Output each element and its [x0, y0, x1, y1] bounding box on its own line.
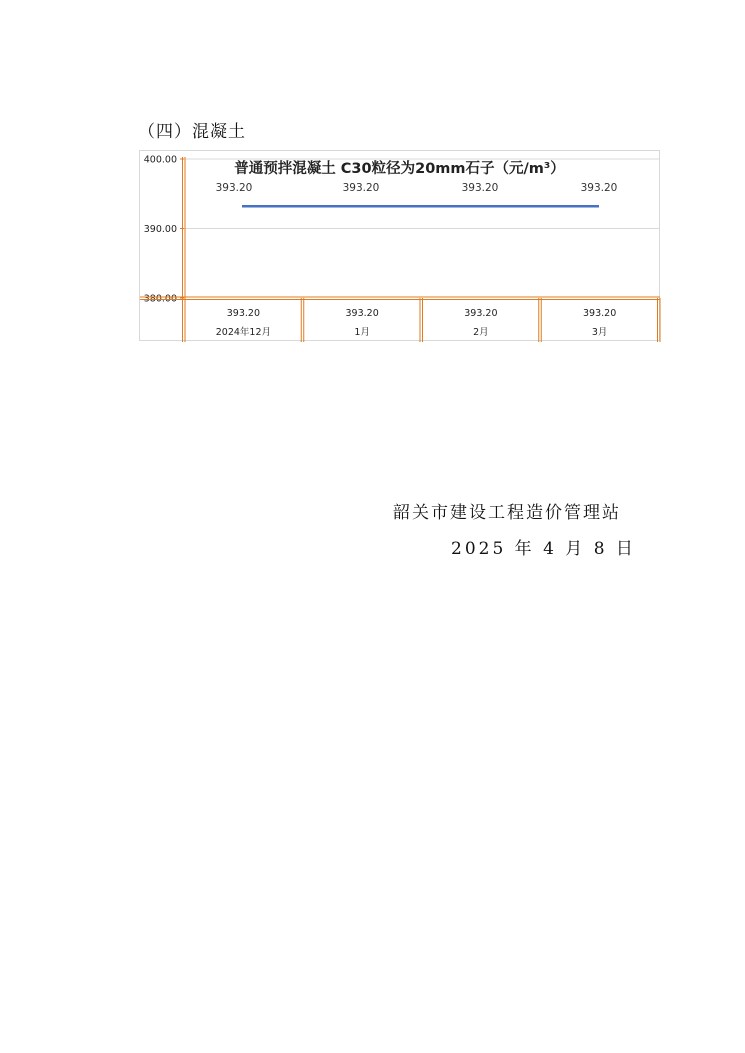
table-value: 393.20 [226, 308, 260, 319]
chart-title: 普通预拌混凝土 C30粒径为20mm石子（元/m³） [234, 161, 565, 177]
table-value: 393.20 [345, 308, 379, 319]
y-tick-label: 380.00 [143, 293, 177, 305]
data-label: 393.20 [461, 182, 499, 194]
issuing-organization: 韶关市建设工程造价管理站 [393, 503, 621, 523]
x-category-label: 3月 [591, 327, 608, 338]
issue-date: 2025 年 4 月 8 日 [451, 539, 636, 559]
data-label: 393.20 [342, 182, 380, 194]
data-label: 393.20 [580, 182, 618, 194]
price-chart [139, 150, 660, 341]
table-value: 393.20 [583, 308, 617, 319]
chart-canvas [140, 151, 661, 342]
x-category-label: 2月 [473, 327, 489, 338]
x-category-label: 2024年12月 [215, 327, 272, 338]
y-tick-label: 390.00 [143, 224, 177, 235]
data-label: 393.20 [215, 182, 253, 194]
x-category-label: 1月 [354, 327, 370, 338]
table-value: 393.20 [464, 308, 498, 319]
section-heading: （四）混凝土 [138, 122, 246, 142]
y-tick-label: 400.00 [143, 154, 177, 166]
